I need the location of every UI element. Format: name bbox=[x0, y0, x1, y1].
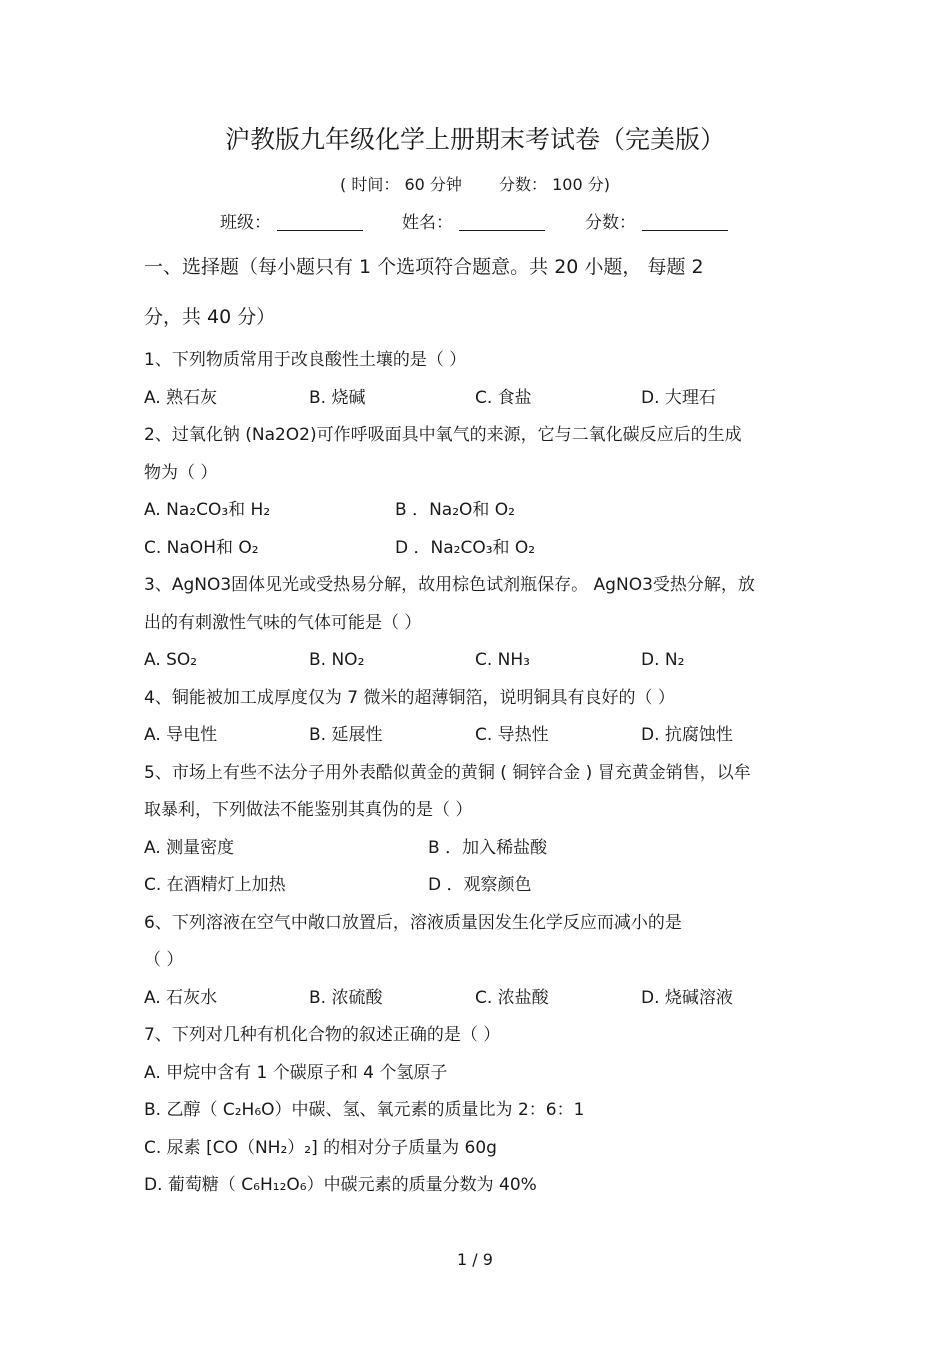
answer-option: A. 甲烷中含有 1 个碳原子和 4 个氢原子 bbox=[144, 1063, 448, 1083]
name-label: 姓名： bbox=[402, 213, 453, 233]
question-stem: 5、市场上有些不法分子用外表酷似黄金的黄铜 ( 铜锌合金 ) 冒充黄金销售，以牟 bbox=[144, 763, 751, 783]
score-label: 分数： bbox=[585, 213, 636, 233]
question-stem: 物为（ ） bbox=[144, 463, 218, 483]
answer-option: D. 大理石 bbox=[641, 388, 716, 408]
score-blank bbox=[642, 214, 728, 231]
answer-option: C. 浓盐酸 bbox=[475, 988, 549, 1008]
answer-option: A. Na₂CO₃和 H₂ bbox=[144, 500, 271, 520]
question-stem: （ ） bbox=[144, 950, 184, 970]
question-stem: 2、过氧化钠 (Na2O2)可作呼吸面具中氧气的来源，它与二氧化碳反应后的生成 bbox=[144, 425, 742, 445]
answer-option: D. 烧碱溶液 bbox=[641, 988, 733, 1008]
answer-option: C. NaOH和 O₂ bbox=[144, 538, 259, 558]
name-blank bbox=[459, 214, 545, 231]
question-stem: 7、下列对几种有机化合物的叙述正确的是（ ） bbox=[144, 1025, 501, 1045]
score-field bbox=[585, 213, 728, 233]
score-info: 分数： 100 分) bbox=[499, 175, 610, 194]
answer-option: A. 导电性 bbox=[144, 725, 218, 745]
answer-option: C. 在酒精灯上加热 bbox=[144, 875, 286, 895]
answer-option: C. 尿素 [CO（NH₂）₂] 的相对分子质量为 60g bbox=[144, 1138, 497, 1158]
class-blank bbox=[277, 214, 363, 231]
answer-option: B. 延展性 bbox=[309, 725, 383, 745]
answer-option: A. SO₂ bbox=[144, 650, 198, 670]
answer-option: C. NH₃ bbox=[475, 650, 530, 670]
answer-option: C. 导热性 bbox=[475, 725, 549, 745]
answer-option: D ．观察颜色 bbox=[428, 875, 532, 895]
answer-option: A. 石灰水 bbox=[144, 988, 218, 1008]
answer-option: D. 葡萄糖（ C₆H₁₂O₆）中碳元素的质量分数为 40% bbox=[144, 1175, 537, 1195]
section-heading-line2: 分，共 40 分） bbox=[144, 306, 276, 328]
answer-option: B ．Na₂O和 O₂ bbox=[395, 500, 515, 520]
answer-option: B. NO₂ bbox=[309, 650, 365, 670]
answer-option: D ．Na₂CO₃和 O₂ bbox=[395, 538, 536, 558]
page-title: 沪教版九年级化学上册期末考试卷（完美版） bbox=[224, 125, 725, 154]
answer-option: C. 食盐 bbox=[475, 388, 532, 408]
section-heading-line1: 一、选择题（每小题只有 1 个选项符合题意。共 20 小题， 每题 2 bbox=[144, 256, 704, 278]
answer-option: B. 浓硫酸 bbox=[309, 988, 383, 1008]
name-field bbox=[402, 213, 545, 233]
page-number: 1 / 9 bbox=[457, 1250, 493, 1269]
answer-option: B. 乙醇（ C₂H₆O）中碳、氢、氧元素的质量比为 2：6：1 bbox=[144, 1100, 585, 1120]
answer-option: A. 测量密度 bbox=[144, 838, 235, 858]
question-stem: 出的有刺激性气味的气体可能是（ ） bbox=[144, 613, 422, 633]
answer-option: A. 熟石灰 bbox=[144, 388, 218, 408]
question-stem: 4、铜能被加工成厚度仅为 7 微米的超薄铜箔，说明铜具有良好的（ ） bbox=[144, 688, 675, 708]
question-stem: 3、AgNO3固体见光或受热易分解，故用棕色试剂瓶保存。 AgNO3受热分解，放 bbox=[144, 575, 755, 595]
exam-meta bbox=[0, 175, 950, 195]
class-field bbox=[220, 213, 363, 233]
question-stem: 取暴利，下列做法不能鉴别其真伪的是（ ） bbox=[144, 800, 473, 820]
answer-option: B. 烧碱 bbox=[309, 388, 366, 408]
answer-option: D. 抗腐蚀性 bbox=[641, 725, 733, 745]
answer-option: B ．加入稀盐酸 bbox=[428, 838, 548, 858]
class-label: 班级： bbox=[220, 213, 271, 233]
question-stem: 6、下列溶液在空气中敞口放置后，溶液质量因发生化学反应而减小的是 bbox=[144, 913, 682, 933]
time-info: ( 时间： 60 分钟 bbox=[340, 175, 462, 194]
question-stem: 1、下列物质常用于改良酸性土壤的是（ ） bbox=[144, 350, 467, 370]
answer-option: D. N₂ bbox=[641, 650, 685, 670]
